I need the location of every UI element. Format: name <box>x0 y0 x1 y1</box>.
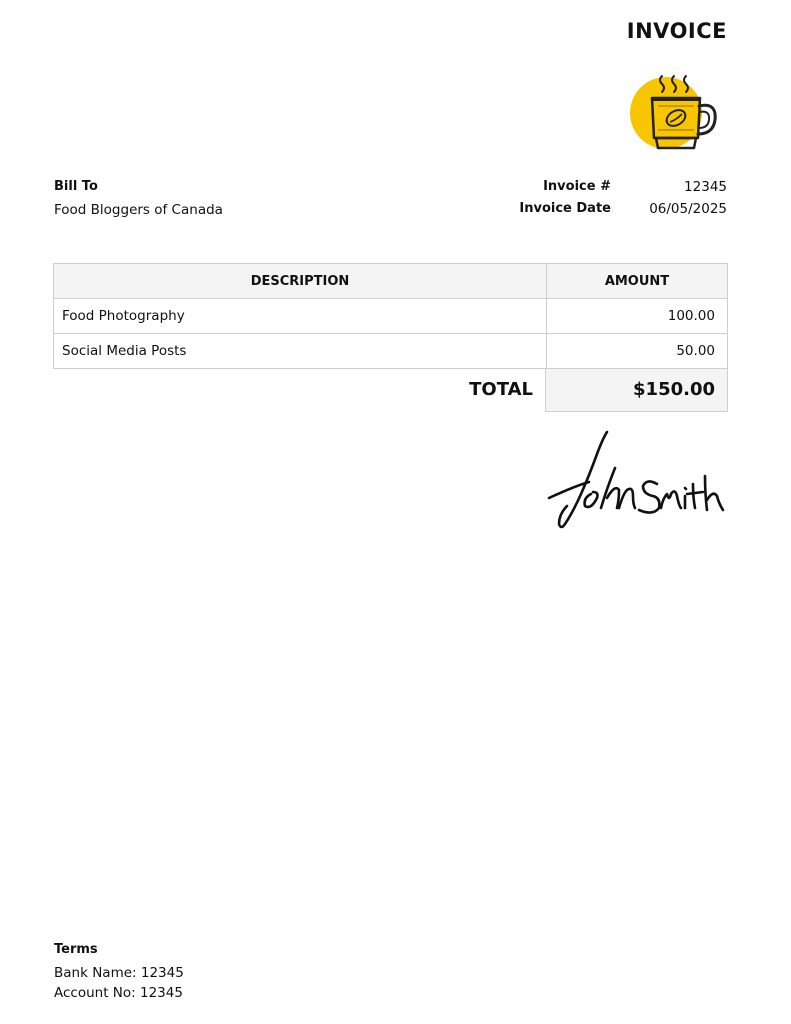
invoice-title: INVOICE <box>626 19 727 43</box>
terms-account-no: Account No: 12345 <box>54 985 183 1001</box>
item-description: Food Photography <box>54 299 547 334</box>
invoice-date-value: 06/05/2025 <box>649 201 727 217</box>
item-amount: 100.00 <box>547 299 728 334</box>
signature <box>545 428 730 532</box>
item-amount: 50.00 <box>547 334 728 369</box>
bill-to-label: Bill To <box>54 179 98 194</box>
table-row <box>54 334 728 369</box>
invoice-date-label: Invoice Date <box>519 201 611 216</box>
item-description: Social Media Posts <box>54 334 547 369</box>
invoice-number-label: Invoice # <box>543 179 611 194</box>
terms-label: Terms <box>54 942 98 957</box>
description-header: DESCRIPTION <box>54 264 547 299</box>
total-value: $150.00 <box>633 379 715 400</box>
table-header-row <box>54 264 728 299</box>
terms-bank-name: Bank Name: 12345 <box>54 965 184 981</box>
table-row <box>54 299 728 334</box>
coffee-cup-icon <box>628 70 728 154</box>
invoice-number-value: 12345 <box>684 179 727 195</box>
amount-header: AMOUNT <box>547 264 728 299</box>
bill-to-name: Food Bloggers of Canada <box>54 202 223 218</box>
total-label: TOTAL <box>469 379 533 400</box>
line-items-table <box>53 263 728 369</box>
